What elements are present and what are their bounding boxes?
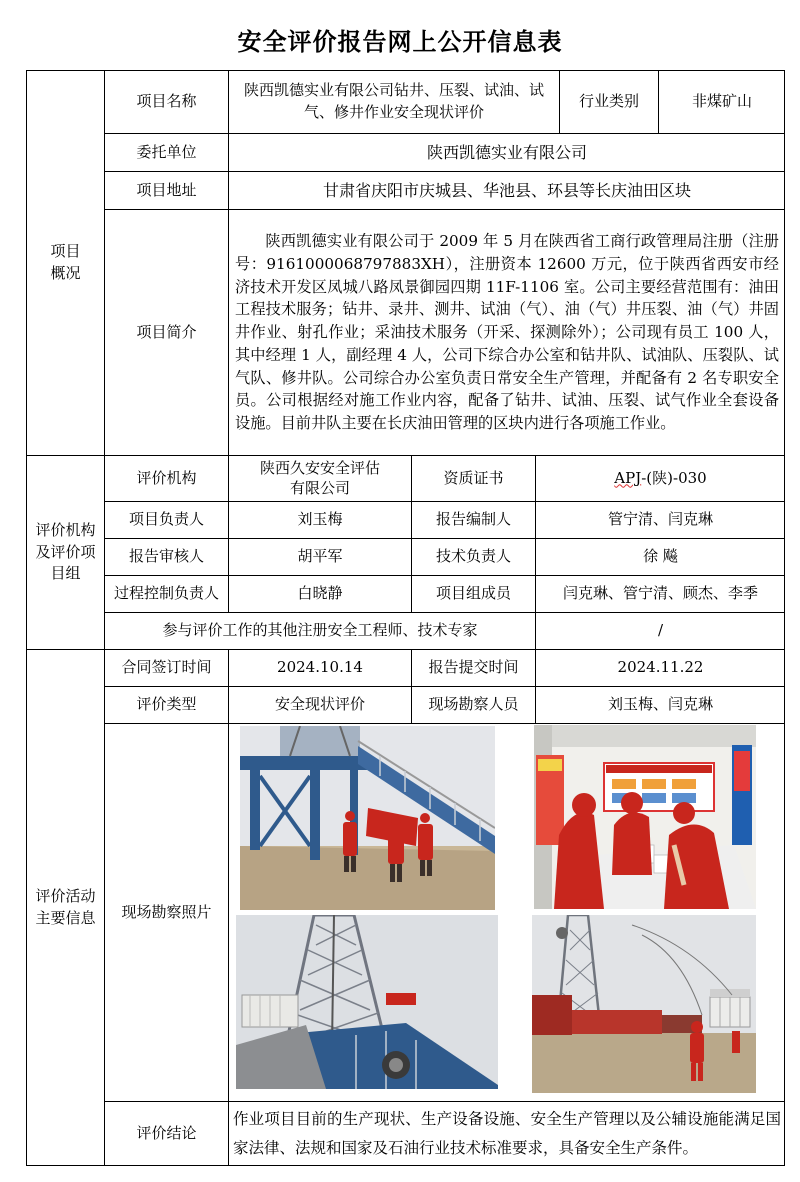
reviewer-label: 报告审核人 <box>104 538 228 575</box>
members-label: 项目组成员 <box>411 575 535 612</box>
tech-value: 徐 飚 <box>535 538 785 575</box>
org-label: 评价机构 <box>104 455 228 501</box>
site-photo-rig-site <box>532 915 756 1093</box>
inspector-label: 现场勘察人员 <box>411 686 535 723</box>
site-photo-derrick <box>236 915 498 1089</box>
client-value: 陕西凯德实业有限公司 <box>228 133 785 171</box>
industry-label: 行业类别 <box>559 71 658 133</box>
client-label: 委托单位 <box>104 133 228 171</box>
submit-label: 报告提交时间 <box>411 649 535 686</box>
contract-value: 2024.10.14 <box>228 649 411 686</box>
process-label: 过程控制负责人 <box>104 575 228 612</box>
conclusion-value: 作业项目目前的生产现状、生产设备设施、安全生产管理以及公辅设施能满足国家法律、法规和国家及石油行业技术标准要求，具备安全生产条件。 <box>228 1101 785 1165</box>
author-value: 管宁清、闫克琳 <box>535 501 785 538</box>
type-label: 评价类型 <box>104 686 228 723</box>
tech-label: 技术负责人 <box>411 538 535 575</box>
org-value: 陕西久安安全评估 有限公司 <box>228 455 411 501</box>
cert-prefix: APJ <box>614 468 642 487</box>
overview-section-label: 项目 概况 <box>50 242 81 282</box>
reviewer-value: 胡平军 <box>228 538 411 575</box>
leader-label: 项目负责人 <box>104 501 228 538</box>
others-label: 参与评价工作的其他注册安全工程师、技术专家 <box>104 612 535 649</box>
intro-text: 陕西凯德实业有限公司于 2009 年 5 月在陕西省工商行政管理局注册（注册号：9161000068797883XH），注册资本 12600 万元，位于陕西省西安市经济技术开发区凤城八路凤景御园四期 11F-1106 室。公司主要经营范围有：油田工程技术服务；钻井、录井、测井、试油（气）、油（气）井压裂、油（气）井固井作业、射孔作业；采油技术服务（开采、探测除外）；公司现有员工 100 人，其中经理 1 人，副经理 4 人，公司下综合办公室和钻井队、试油队、压裂队、试气队、修井队。公司综合办公室负责日常安全生产管理，并配备有 2 名专职安全员。公司根据经对施工作业内容，配备了钻井、试油、压裂、试气作业全套设备设施。目前井队主要在长庆油田管理的区块内进行各项施工作业。 <box>228 209 785 455</box>
cert-suffix: -(陕)-030 <box>641 468 707 487</box>
team-section-label: 评价机构 及评价项 目组 <box>27 455 104 649</box>
intro-label: 项目简介 <box>104 209 228 455</box>
submit-value: 2024.11.22 <box>535 649 785 686</box>
project-name-label: 项目名称 <box>104 71 228 133</box>
cert-label: 资质证书 <box>411 455 535 501</box>
project-name-value: 陕西凯德实业有限公司钻井、压裂、试油、试气、修井作业安全现状评价 <box>228 71 559 133</box>
process-value: 白晓静 <box>228 575 411 612</box>
leader-value: 刘玉梅 <box>228 501 411 538</box>
site-photo-rig-workers <box>239 725 496 911</box>
page-title: 安全评价报告网上公开信息表 <box>237 28 563 56</box>
address-value: 甘肃省庆阳市庆城县、华池县、环县等长庆油田区块 <box>228 171 785 209</box>
contract-label: 合同签订时间 <box>104 649 228 686</box>
type-value: 安全现状评价 <box>228 686 411 723</box>
site-photo-office-meeting <box>534 725 756 909</box>
others-value: / <box>535 612 785 649</box>
author-label: 报告编制人 <box>411 501 535 538</box>
inspector-value: 刘玉梅、闫克琳 <box>535 686 785 723</box>
members-value: 闫克琳、管宁清、顾杰、李季 <box>535 575 785 612</box>
address-label: 项目地址 <box>104 171 228 209</box>
activity-section-label: 评价活动 主要信息 <box>27 649 104 1165</box>
cert-value <box>535 455 785 501</box>
photos-label: 现场勘察照片 <box>104 723 228 1101</box>
conclusion-label: 评价结论 <box>104 1101 228 1165</box>
industry-value: 非煤矿山 <box>658 71 785 133</box>
